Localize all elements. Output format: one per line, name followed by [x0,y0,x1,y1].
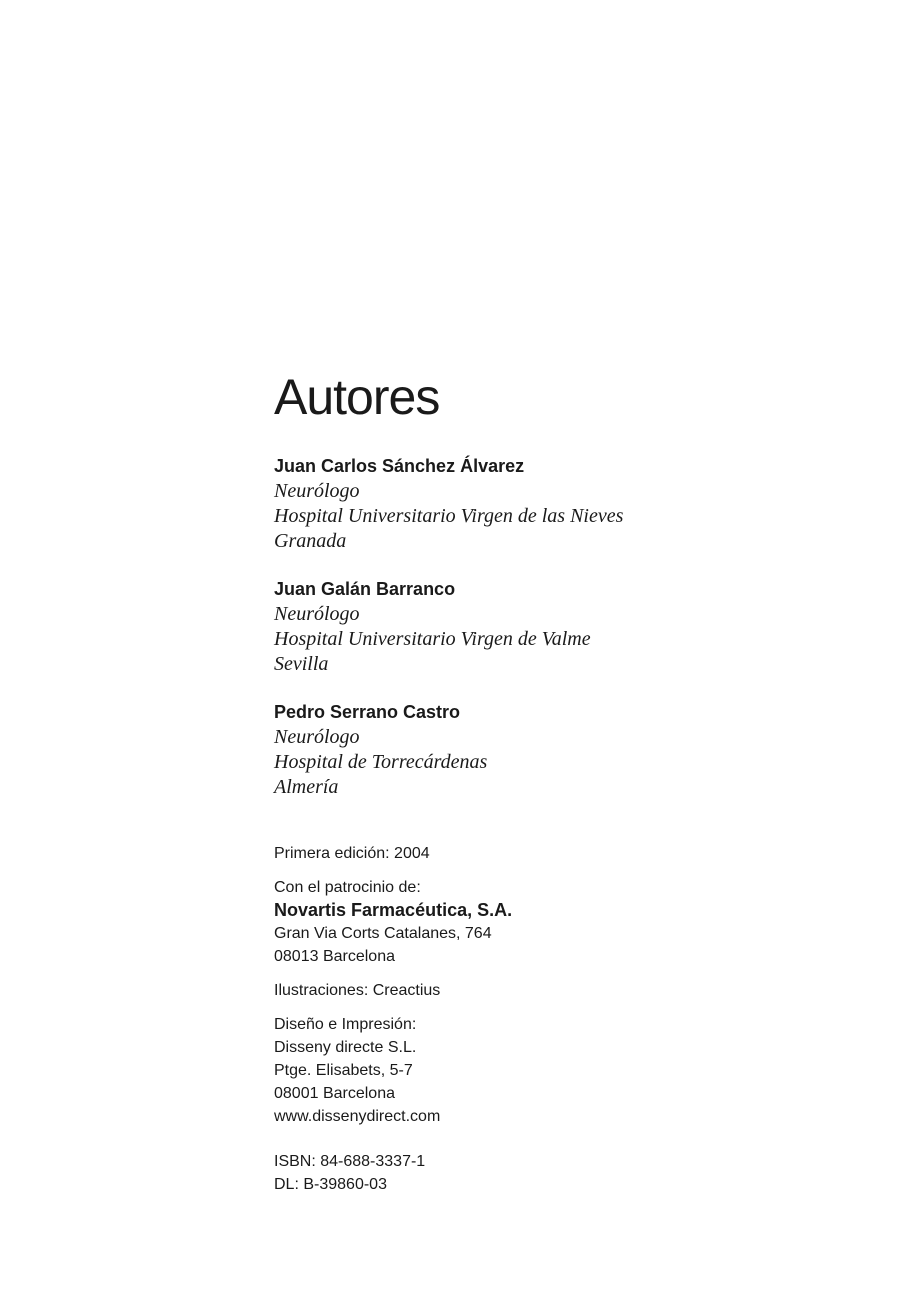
edition-block [274,842,874,865]
illustrations-block [274,979,874,1002]
page-content [274,362,874,1207]
author-entry [274,454,874,554]
legal-block [274,1150,874,1196]
illustrations-credit: Ilustraciones: Creactius [274,982,441,999]
sponsor-label: Con el patrocinio de: [274,879,421,896]
author-entry [274,577,874,677]
author-name: Pedro Serrano Castro [274,702,461,722]
author-hospital: Hospital Universitario Virgen de Valme [274,628,591,650]
author-role: Neurólogo [274,603,360,625]
sponsor-name: Novartis Farmacéutica, S.A. [274,900,513,920]
author-role: Neurólogo [274,726,360,748]
sponsor-address: Gran Via Corts Catalanes, 764 [274,925,492,942]
colophon [274,842,874,1196]
author-name: Juan Galán Barranco [274,579,456,599]
sponsor-block [274,876,874,968]
design-company: Disseny directe S.L. [274,1039,417,1056]
isbn-text: ISBN: 84-688-3337-1 [274,1153,426,1170]
author-city: Almería [274,776,339,798]
design-label: Diseño e Impresión: [274,1016,417,1033]
design-website: www.dissenydirect.com [274,1108,441,1125]
author-hospital: Hospital Universitario Virgen de las Nieves [274,505,624,527]
author-hospital: Hospital de Torrecárdenas [274,751,488,773]
page-title: Autores [274,369,440,425]
author-city: Granada [274,530,347,552]
sponsor-city: 08013 Barcelona [274,948,395,965]
legal-deposit-text: DL: B-39860-03 [274,1176,387,1193]
design-address: Ptge. Elisabets, 5-7 [274,1062,413,1079]
author-city: Sevilla [274,653,329,675]
author-name: Juan Carlos Sánchez Álvarez [274,456,525,476]
design-block [274,1013,874,1128]
author-entry [274,700,874,800]
author-role: Neurólogo [274,480,360,502]
design-city: 08001 Barcelona [274,1085,395,1102]
edition-text: Primera edición: 2004 [274,845,430,862]
